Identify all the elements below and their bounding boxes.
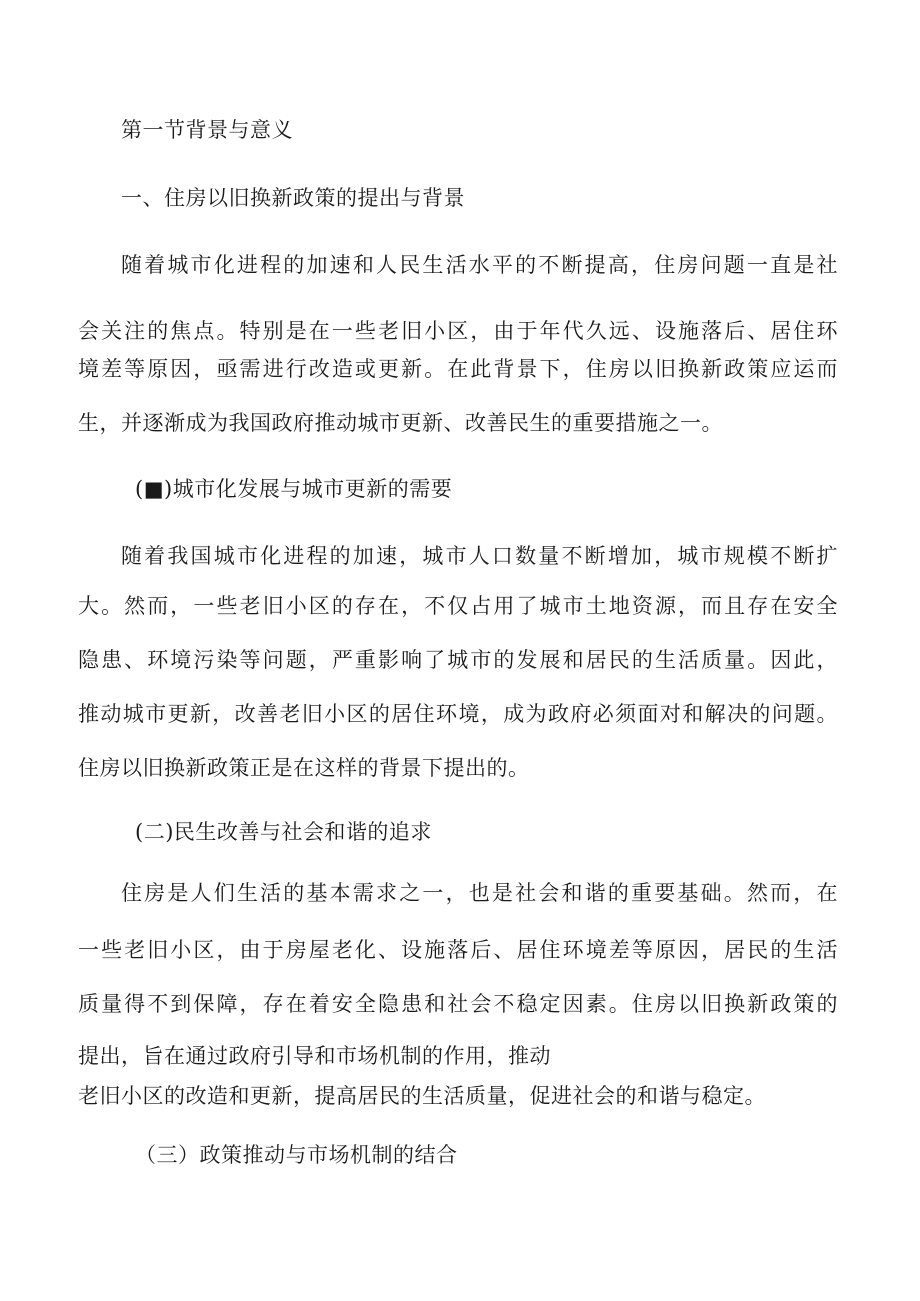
paragraph-line: 提出，旨在通过政府引导和市场机制的作用，推动 [78,1044,551,1068]
paragraph-line: 生，并逐渐成为我国政府推动城市更新、改善民生的重要措施之一。 [78,411,723,435]
paragraph-line: 老旧小区的改造和更新，提高居民的生活质量，促进社会的和谐与稳定。 [78,1084,766,1108]
subheading-policy-market: （三）政策推动与市场机制的结合 [135,1143,458,1167]
subheading-urbanization: (■)城市化发展与城市更新的需要 [135,477,453,501]
paragraph-line: 大。然而，一些老旧小区的存在，不仅占用了城市土地资源，而且存在安全 [78,594,838,618]
paragraph-line: 随着我国城市化进程的加速，城市人口数量不断增加，城市规模不断扩 [121,544,838,568]
paragraph-line: 住房是人们生活的基本需求之一，也是社会和谐的重要基础。然而，在 [121,881,838,905]
paragraph-line: 住房以旧换新政策正是在这样的背景下提出的。 [78,756,530,780]
paragraph-line: 一些老旧小区，由于房屋老化、设施落后、居住环境差等原因，居民的生活 [78,938,838,962]
subheading-livelihood: (二)民生改善与社会和谐的追求 [135,820,432,844]
paragraph-line: 会关注的焦点。特别是在一些老旧小区，由于年代久远、设施落后、居住环 [78,319,838,343]
heading-policy-background: 一、住房以旧换新政策的提出与背景 [121,186,465,210]
section-title: 第一节背景与意义 [121,118,293,142]
paragraph-line: 质量得不到保障，存在着安全隐患和社会不稳定因素。住房以旧换新政策的 [78,992,838,1016]
paragraph-line: 境差等原因，亟需进行改造或更新。在此背景下，住房以旧换新政策应运而 [78,357,838,381]
paragraph-line: 随着城市化进程的加速和人民生活水平的不断提高，住房问题一直是社 [121,253,838,277]
paragraph-line: 隐患、环境污染等问题，严重影响了城市的发展和居民的生活质量。因此， [78,648,838,672]
paragraph-line: 推动城市更新，改善老旧小区的居住环境，成为政府必须面对和解决的问题。 [78,702,838,726]
